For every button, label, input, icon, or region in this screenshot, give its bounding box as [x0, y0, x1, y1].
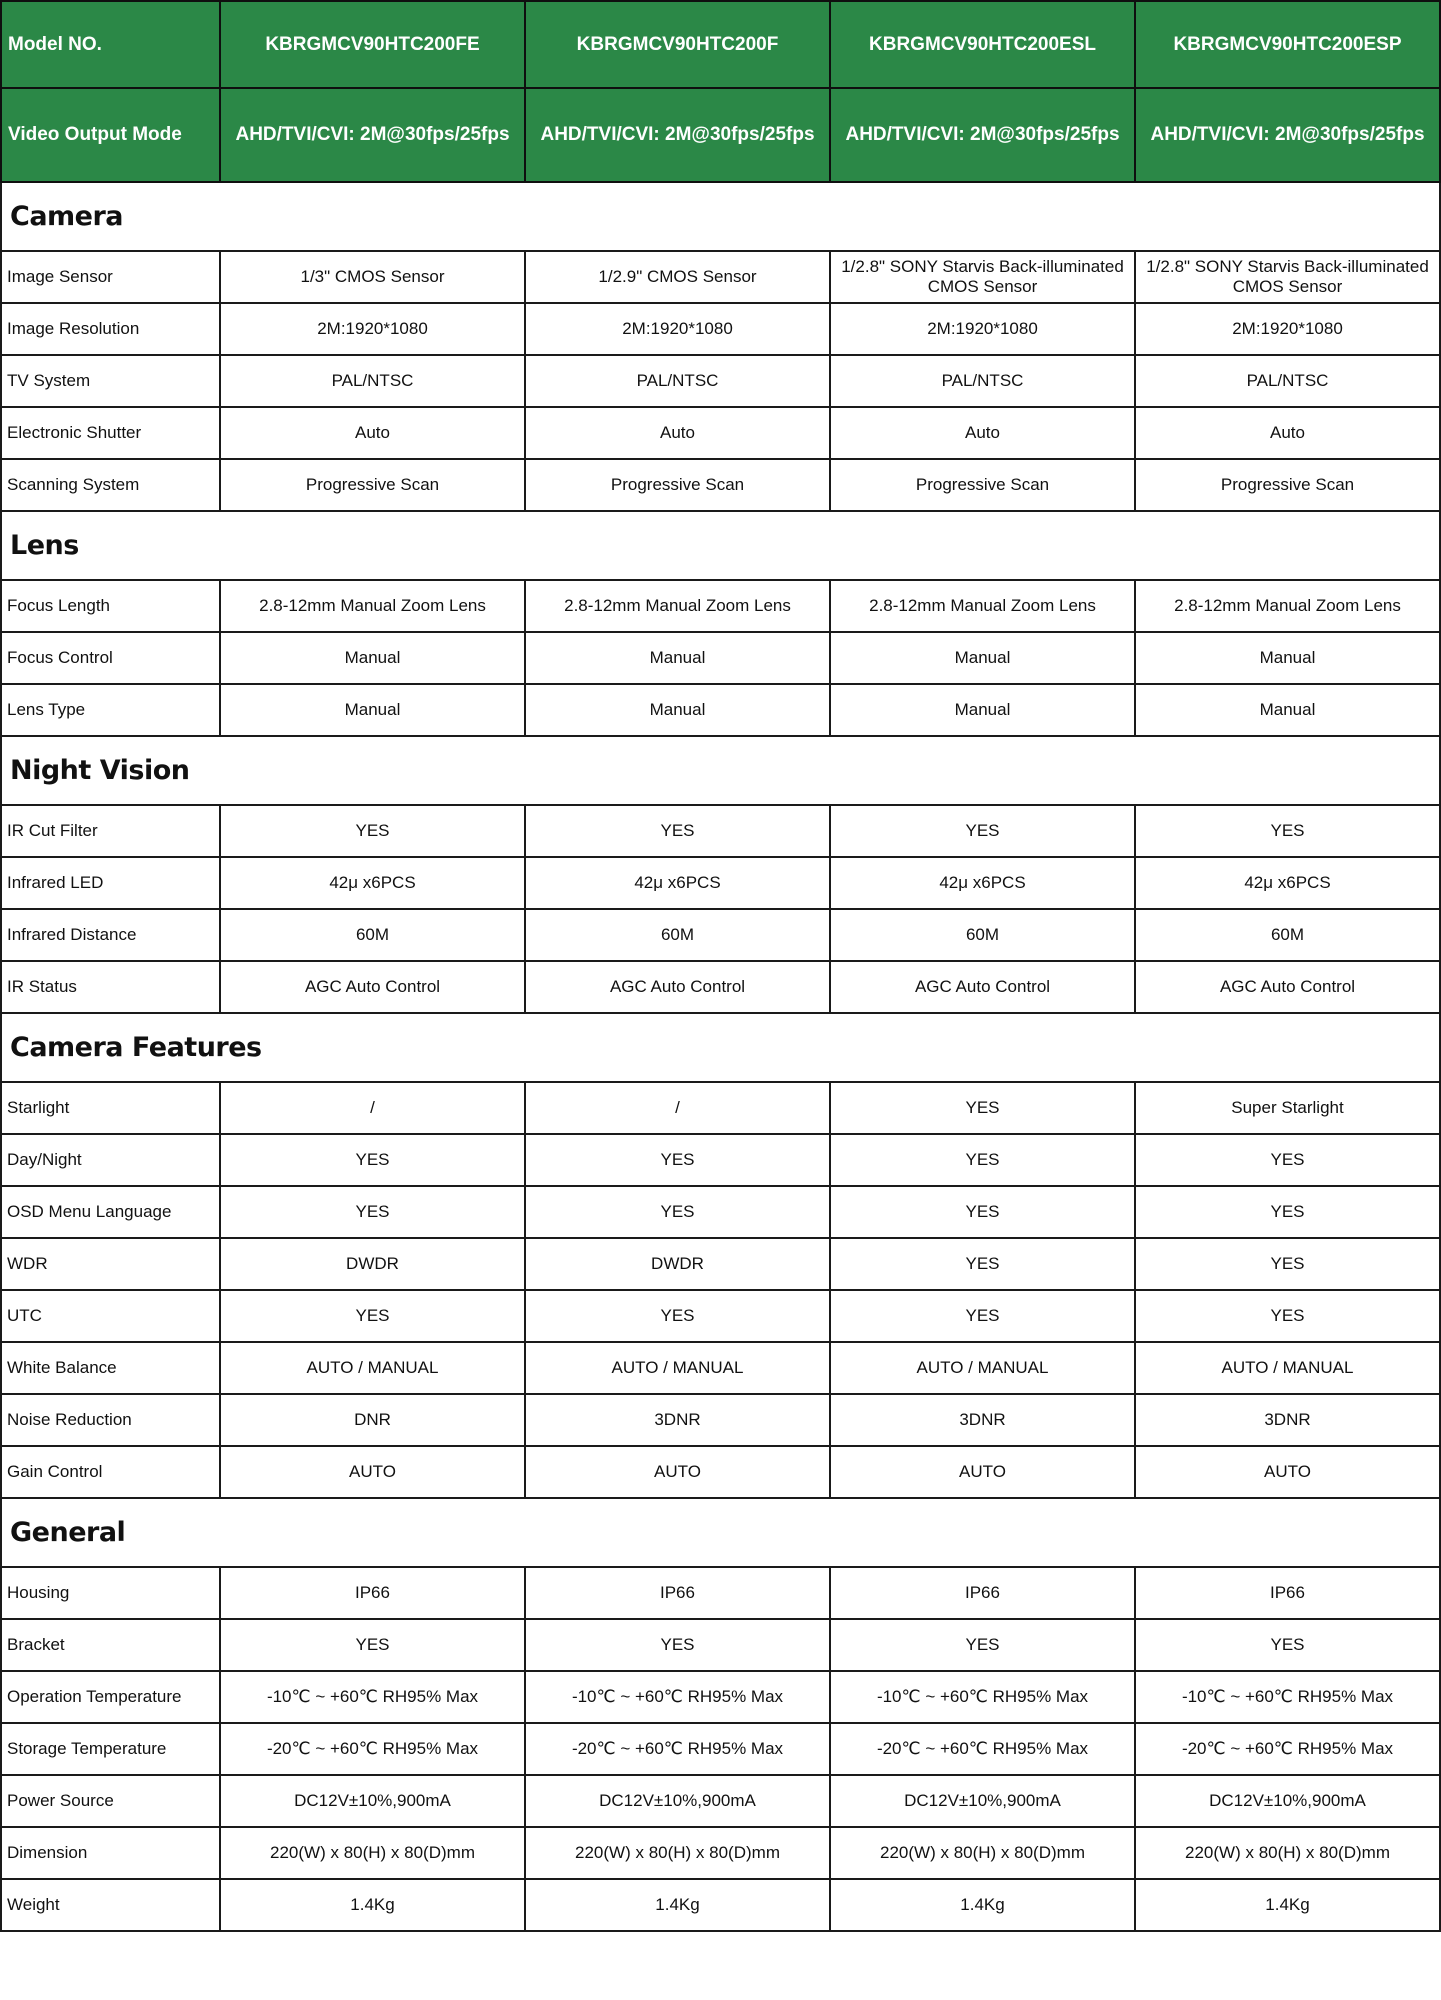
spec-label: Focus Control — [1, 632, 220, 684]
spec-value: AGC Auto Control — [830, 961, 1135, 1013]
spec-label: Weight — [1, 1879, 220, 1931]
spec-label: Starlight — [1, 1082, 220, 1134]
spec-label: Scanning System — [1, 459, 220, 511]
spec-value: Manual — [220, 684, 525, 736]
spec-value: -10℃ ~ +60℃ RH95% Max — [830, 1671, 1135, 1723]
spec-row — [1, 1827, 1440, 1879]
spec-row — [1, 251, 1440, 303]
spec-value: 220(W) x 80(H) x 80(D)mm — [220, 1827, 525, 1879]
spec-label: Dimension — [1, 1827, 220, 1879]
spec-value: IP66 — [525, 1567, 830, 1619]
spec-value: PAL/NTSC — [830, 355, 1135, 407]
spec-value: 220(W) x 80(H) x 80(D)mm — [525, 1827, 830, 1879]
spec-row — [1, 909, 1440, 961]
spec-row — [1, 1619, 1440, 1671]
spec-row — [1, 1134, 1440, 1186]
spec-value: DC12V±10%,900mA — [220, 1775, 525, 1827]
spec-value: Super Starlight — [1135, 1082, 1440, 1134]
video-output-row — [1, 88, 1440, 182]
spec-value: 42μ x6PCS — [830, 857, 1135, 909]
spec-value: YES — [1135, 1134, 1440, 1186]
section-camera-features-row — [1, 1013, 1440, 1082]
spec-value: -20℃ ~ +60℃ RH95% Max — [220, 1723, 525, 1775]
spec-value: 2.8-12mm Manual Zoom Lens — [1135, 580, 1440, 632]
spec-value: 3DNR — [1135, 1394, 1440, 1446]
video-output-value: AHD/TVI/CVI: 2M@30fps/25fps — [830, 88, 1135, 182]
spec-value: Auto — [525, 407, 830, 459]
spec-value: DNR — [220, 1394, 525, 1446]
spec-value: 2.8-12mm Manual Zoom Lens — [220, 580, 525, 632]
model-name: KBRGMCV90HTC200ESL — [830, 1, 1135, 88]
spec-value: AUTO / MANUAL — [220, 1342, 525, 1394]
model-name: KBRGMCV90HTC200F — [525, 1, 830, 88]
spec-value: YES — [1135, 1238, 1440, 1290]
spec-value: DWDR — [525, 1238, 830, 1290]
spec-label: Housing — [1, 1567, 220, 1619]
model-label: Model NO. — [1, 1, 220, 88]
spec-row — [1, 1290, 1440, 1342]
spec-label: OSD Menu Language — [1, 1186, 220, 1238]
spec-value: YES — [830, 1238, 1135, 1290]
spec-label: TV System — [1, 355, 220, 407]
spec-label: Power Source — [1, 1775, 220, 1827]
spec-value: 1.4Kg — [525, 1879, 830, 1931]
spec-value: YES — [830, 1082, 1135, 1134]
spec-value: 1.4Kg — [1135, 1879, 1440, 1931]
spec-label: IR Status — [1, 961, 220, 1013]
spec-value: AUTO / MANUAL — [525, 1342, 830, 1394]
spec-value: PAL/NTSC — [1135, 355, 1440, 407]
spec-value: AUTO — [1135, 1446, 1440, 1498]
spec-value: 3DNR — [830, 1394, 1135, 1446]
spec-value: IP66 — [220, 1567, 525, 1619]
spec-label: Image Sensor — [1, 251, 220, 303]
section-title: Camera Features — [1, 1013, 1440, 1082]
spec-row — [1, 407, 1440, 459]
spec-value: Auto — [220, 407, 525, 459]
spec-label: Focus Length — [1, 580, 220, 632]
spec-value: IP66 — [830, 1567, 1135, 1619]
spec-value: 2M:1920*1080 — [525, 303, 830, 355]
spec-value: AUTO / MANUAL — [1135, 1342, 1440, 1394]
spec-label: Image Resolution — [1, 303, 220, 355]
section-title: General — [1, 1498, 1440, 1567]
spec-value: 1/2.8" SONY Starvis Back-illuminated CMOS Sensor — [1135, 251, 1440, 303]
spec-value: 220(W) x 80(H) x 80(D)mm — [830, 1827, 1135, 1879]
spec-label: UTC — [1, 1290, 220, 1342]
spec-value: 60M — [1135, 909, 1440, 961]
spec-label: IR Cut Filter — [1, 805, 220, 857]
spec-value: YES — [220, 1290, 525, 1342]
spec-value: YES — [830, 1619, 1135, 1671]
spec-row — [1, 1186, 1440, 1238]
spec-row — [1, 857, 1440, 909]
spec-value: / — [525, 1082, 830, 1134]
spec-value: DC12V±10%,900mA — [830, 1775, 1135, 1827]
video-output-value: AHD/TVI/CVI: 2M@30fps/25fps — [525, 88, 830, 182]
spec-value: PAL/NTSC — [220, 355, 525, 407]
spec-row — [1, 684, 1440, 736]
spec-value: Auto — [830, 407, 1135, 459]
spec-value: Manual — [525, 684, 830, 736]
spec-row — [1, 1238, 1440, 1290]
spec-label: Infrared Distance — [1, 909, 220, 961]
spec-row — [1, 1671, 1440, 1723]
spec-value: 2.8-12mm Manual Zoom Lens — [525, 580, 830, 632]
spec-value: 1/2.9" CMOS Sensor — [525, 251, 830, 303]
spec-value: YES — [525, 1290, 830, 1342]
spec-row — [1, 632, 1440, 684]
spec-value: 1/2.8" SONY Starvis Back-illuminated CMOS Sensor — [830, 251, 1135, 303]
spec-value: 2M:1920*1080 — [220, 303, 525, 355]
spec-value: 60M — [525, 909, 830, 961]
spec-row — [1, 459, 1440, 511]
spec-value: 220(W) x 80(H) x 80(D)mm — [1135, 1827, 1440, 1879]
spec-label: White Balance — [1, 1342, 220, 1394]
spec-label: WDR — [1, 1238, 220, 1290]
spec-value: YES — [220, 805, 525, 857]
spec-value: DC12V±10%,900mA — [525, 1775, 830, 1827]
spec-value: Progressive Scan — [830, 459, 1135, 511]
spec-value: IP66 — [1135, 1567, 1440, 1619]
spec-label: Bracket — [1, 1619, 220, 1671]
spec-value: 42μ x6PCS — [1135, 857, 1440, 909]
section-title: Night Vision — [1, 736, 1440, 805]
spec-row — [1, 303, 1440, 355]
spec-label: Day/Night — [1, 1134, 220, 1186]
spec-row — [1, 1082, 1440, 1134]
section-camera-row — [1, 182, 1440, 251]
section-general-row — [1, 1498, 1440, 1567]
spec-row — [1, 1723, 1440, 1775]
spec-value: AUTO — [830, 1446, 1135, 1498]
spec-label: Infrared LED — [1, 857, 220, 909]
spec-value: Manual — [830, 632, 1135, 684]
spec-value: -10℃ ~ +60℃ RH95% Max — [525, 1671, 830, 1723]
spec-value: Manual — [525, 632, 830, 684]
spec-value: YES — [1135, 1619, 1440, 1671]
model-name: KBRGMCV90HTC200ESP — [1135, 1, 1440, 88]
spec-label: Operation Temperature — [1, 1671, 220, 1723]
spec-value: Manual — [1135, 684, 1440, 736]
spec-value: -20℃ ~ +60℃ RH95% Max — [525, 1723, 830, 1775]
video-output-value: AHD/TVI/CVI: 2M@30fps/25fps — [220, 88, 525, 182]
spec-label: Noise Reduction — [1, 1394, 220, 1446]
spec-row — [1, 1567, 1440, 1619]
spec-value: YES — [220, 1619, 525, 1671]
spec-value: 42μ x6PCS — [220, 857, 525, 909]
spec-value: 60M — [220, 909, 525, 961]
spec-value: 2M:1920*1080 — [1135, 303, 1440, 355]
spec-row — [1, 1446, 1440, 1498]
model-name: KBRGMCV90HTC200FE — [220, 1, 525, 88]
spec-value: 1/3" CMOS Sensor — [220, 251, 525, 303]
spec-value: 42μ x6PCS — [525, 857, 830, 909]
spec-value: 2.8-12mm Manual Zoom Lens — [830, 580, 1135, 632]
spec-row — [1, 1775, 1440, 1827]
spec-value: PAL/NTSC — [525, 355, 830, 407]
spec-value: 1.4Kg — [220, 1879, 525, 1931]
section-night-vision-row — [1, 736, 1440, 805]
spec-label: Gain Control — [1, 1446, 220, 1498]
spec-value: Manual — [830, 684, 1135, 736]
section-title: Lens — [1, 511, 1440, 580]
spec-value: AUTO — [220, 1446, 525, 1498]
model-header-row — [1, 1, 1440, 88]
spec-value: -10℃ ~ +60℃ RH95% Max — [1135, 1671, 1440, 1723]
section-title: Camera — [1, 182, 1440, 251]
spec-value: AUTO — [525, 1446, 830, 1498]
spec-value: -20℃ ~ +60℃ RH95% Max — [1135, 1723, 1440, 1775]
spec-value: YES — [1135, 1186, 1440, 1238]
spec-value: Progressive Scan — [525, 459, 830, 511]
spec-row — [1, 355, 1440, 407]
spec-value: YES — [830, 1290, 1135, 1342]
spec-value: DWDR — [220, 1238, 525, 1290]
spec-value: YES — [525, 1186, 830, 1238]
video-output-label: Video Output Mode — [1, 88, 220, 182]
spec-value: AGC Auto Control — [220, 961, 525, 1013]
spec-value: YES — [220, 1134, 525, 1186]
spec-row — [1, 961, 1440, 1013]
spec-value: 1.4Kg — [830, 1879, 1135, 1931]
spec-value: 2M:1920*1080 — [830, 303, 1135, 355]
spec-value: AGC Auto Control — [1135, 961, 1440, 1013]
spec-value: Auto — [1135, 407, 1440, 459]
spec-value: AUTO / MANUAL — [830, 1342, 1135, 1394]
spec-row — [1, 1342, 1440, 1394]
spec-value: YES — [525, 805, 830, 857]
spec-value: YES — [830, 805, 1135, 857]
spec-value: Progressive Scan — [1135, 459, 1440, 511]
spec-row — [1, 580, 1440, 632]
spec-value: YES — [1135, 1290, 1440, 1342]
spec-label: Electronic Shutter — [1, 407, 220, 459]
spec-value: YES — [1135, 805, 1440, 857]
spec-value: AGC Auto Control — [525, 961, 830, 1013]
spec-row — [1, 805, 1440, 857]
spec-value: Progressive Scan — [220, 459, 525, 511]
spec-value: YES — [830, 1186, 1135, 1238]
spec-value: 3DNR — [525, 1394, 830, 1446]
spec-value: -10℃ ~ +60℃ RH95% Max — [220, 1671, 525, 1723]
spec-value: YES — [525, 1619, 830, 1671]
spec-value: -20℃ ~ +60℃ RH95% Max — [830, 1723, 1135, 1775]
spec-value: Manual — [220, 632, 525, 684]
spec-row — [1, 1879, 1440, 1931]
spec-value: 60M — [830, 909, 1135, 961]
section-lens-row — [1, 511, 1440, 580]
spec-label: Lens Type — [1, 684, 220, 736]
spec-value: YES — [525, 1134, 830, 1186]
spec-row — [1, 1394, 1440, 1446]
spec-value: YES — [830, 1134, 1135, 1186]
video-output-value: AHD/TVI/CVI: 2M@30fps/25fps — [1135, 88, 1440, 182]
spec-value: Manual — [1135, 632, 1440, 684]
spec-label: Storage Temperature — [1, 1723, 220, 1775]
spec-value: YES — [220, 1186, 525, 1238]
spec-value: DC12V±10%,900mA — [1135, 1775, 1440, 1827]
spec-value: / — [220, 1082, 525, 1134]
